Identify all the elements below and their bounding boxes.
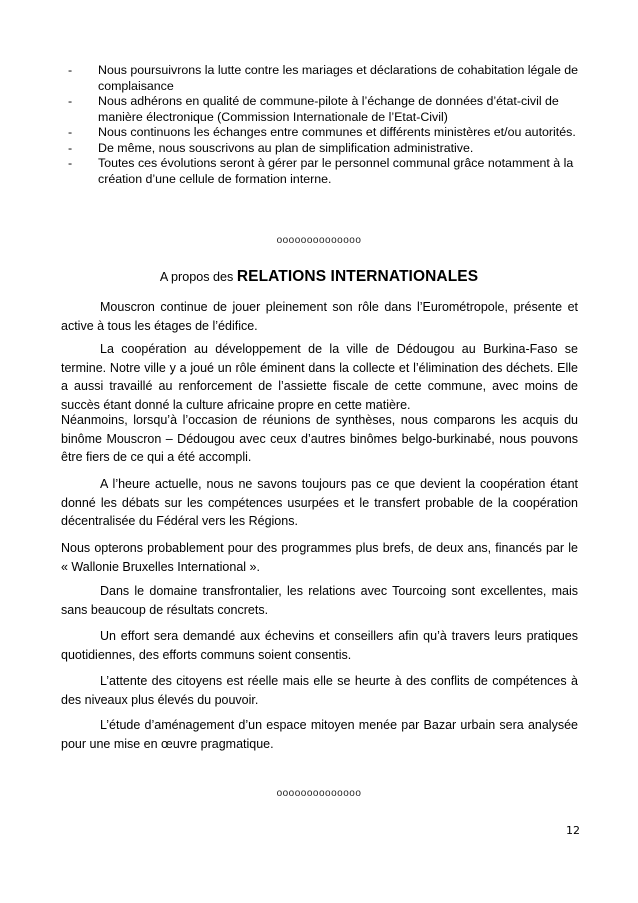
bullet-dash: -: [68, 94, 73, 108]
bullet-text: De même, nous souscrivons au plan de simplification administrative.: [98, 140, 474, 155]
paragraph: A l’heure actuelle, nous ne savons toujours pas ce que devient la coopération étant donné les débats sur les compétences usurpées et le transfert probable de la coopération décentralisée du Fédéral vers les Régions.: [61, 477, 578, 529]
heading-title: RELATIONS INTERNATIONALES: [236, 268, 479, 285]
bullet-text: Nous poursuivrons la lutte contre les mariages et déclarations de cohabitation légale de complaisance: [98, 63, 579, 93]
paragraph: Nous opterons probablement pour des programmes plus brefs, de deux ans, financés par le « Wallonie Bruxelles International ».: [61, 541, 578, 574]
section-heading: [0, 268, 638, 286]
section-separator: oooooooooooooo: [276, 788, 362, 799]
bullet-dash: -: [68, 156, 73, 170]
paragraph: La coopération au développement de la ville de Dédougou au Burkina-Faso se termine. Notre ville y a joué un rôle éminent dans la collecte et l’élimination des déchets. Elle a aussi travaillé au renforcement de l’assiette fiscale de cette commune, avec moins de succès étant donné la culture africaine propre en cette matière.: [61, 342, 578, 412]
heading-prefix: A propos des: [159, 270, 237, 284]
bullet-text: Nous continuons les échanges entre communes et différents ministères et/ou autorités.: [98, 125, 576, 139]
bullet-item: [64, 94, 584, 125]
paragraph: L’étude d’aménagement d’un espace mitoyen menée par Bazar urbain sera analysée pour une mise en œuvre pragmatique.: [61, 718, 578, 751]
page-number: 12: [566, 824, 580, 837]
bullet-item: [64, 141, 584, 157]
paragraph: Mouscron continue de jouer pleinement son rôle dans l’Eurométropole, présente et active à tous les étages de l’édifice.: [61, 300, 578, 333]
paragraph: L’attente des citoyens est réelle mais elle se heurte à des conflits de compétences à des niveaux plus élevés du pouvoir.: [61, 674, 578, 707]
bullet-item: [64, 63, 584, 94]
paragraph: Néanmoins, lorsqu’à l’occasion de réunions de synthèses, nous comparons les acquis du binôme Mouscron – Dédougou avec ceux d’autres binômes belgo-burkinabé, nous pouvons être fiers de ce qui a été accompli.: [61, 413, 578, 465]
bullet-dash: -: [68, 140, 73, 155]
bullet-text: Nous adhérons en qualité de commune-pilote à l’échange de données d’état-civil de manière électronique (Commission Internationale de l’Etat-Civil): [98, 94, 559, 124]
bullet-dash: -: [68, 63, 73, 77]
paragraph: Un effort sera demandé aux échevins et conseillers afin qu’à travers leurs pratiques quotidiennes, des efforts communs soient consentis.: [61, 629, 578, 662]
bullet-item: [64, 125, 584, 141]
paragraph: Dans le domaine transfrontalier, les relations avec Tourcoing sont excellentes, mais sans beaucoup de résultats concrets.: [61, 584, 578, 617]
bullet-text: Toutes ces évolutions seront à gérer par le personnel communal grâce notamment à la création d’une cellule de formation interne.: [98, 156, 574, 186]
bullet-dash: -: [68, 125, 73, 139]
bullet-item: [64, 156, 584, 187]
section-separator: oooooooooooooo: [276, 235, 362, 246]
bullet-list: [64, 63, 584, 187]
